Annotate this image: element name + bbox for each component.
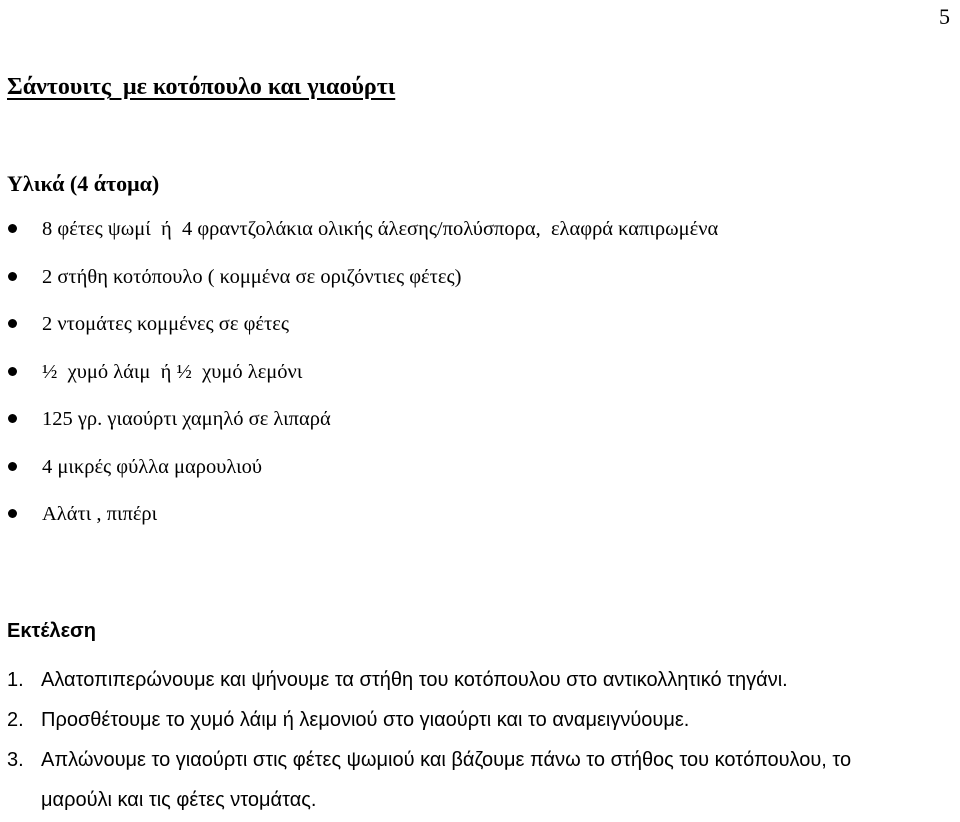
ingredient-item bbox=[0, 447, 718, 495]
ingredient-text: 4 μικρές φύλλα μαρουλιού bbox=[42, 455, 262, 478]
ingredient-text: 2 στήθη κοτόπουλο ( κομμένα σε οριζόντιες φέτες) bbox=[42, 265, 462, 288]
method-steps-list bbox=[7, 660, 921, 820]
ingredient-text: 125 γρ. γιαούρτι χαμηλό σε λιπαρά bbox=[42, 408, 331, 430]
ingredient-text: 8 φέτες ψωμί ή 4 φραντζολάκια ολικής άλεσης/πολύσπορα, ελαφρά καπιρωμένα bbox=[42, 218, 719, 240]
step-text: Προσθέτουμε το χυμό λάιμ ή λεμονιού στο γιαούρτι και το αναμειγνύουμε. bbox=[41, 709, 690, 731]
bullet-icon bbox=[8, 509, 17, 518]
step-number: 3. bbox=[7, 749, 24, 771]
method-heading: Εκτέλεση bbox=[7, 620, 96, 642]
bullet-icon bbox=[8, 462, 17, 471]
ingredient-item bbox=[0, 494, 718, 542]
ingredients-list bbox=[0, 209, 718, 542]
method-step bbox=[7, 700, 921, 740]
step-number: 2. bbox=[7, 709, 24, 731]
page-number: 5 bbox=[939, 4, 950, 29]
ingredient-text: Αλάτι , πιπέρι bbox=[42, 503, 158, 525]
ingredient-item bbox=[0, 257, 718, 305]
ingredients-heading: Υλικά (4 άτομα) bbox=[7, 171, 160, 196]
method-step bbox=[7, 740, 921, 820]
bullet-icon bbox=[8, 272, 17, 281]
step-number: 1. bbox=[7, 669, 24, 691]
bullet-icon bbox=[8, 319, 17, 328]
step-text: Αλατοπιπερώνουμε και ψήνουμε τα στήθη του κοτόπουλου στο αντικολλητικό τηγάνι. bbox=[41, 669, 788, 691]
bullet-icon bbox=[8, 367, 17, 376]
bullet-icon bbox=[8, 224, 17, 233]
method-step bbox=[7, 660, 921, 700]
ingredient-item bbox=[0, 352, 718, 400]
recipe-title: Σάντουιτς με κοτόπουλο και γιαούρτι bbox=[7, 74, 396, 100]
ingredient-text: 2 ντομάτες κομμένες σε φέτες bbox=[42, 313, 289, 335]
ingredient-item bbox=[0, 399, 718, 447]
ingredient-item bbox=[0, 304, 718, 352]
step-text: Απλώνουμε το γιαούρτι στις φέτες ψωμιού και βάζουμε πάνω το στήθος του κοτόπουλου, το μαρούλι και τις φέτες ντομάτας. bbox=[41, 749, 852, 811]
ingredient-text: ½ χυμό λάιμ ή ½ χυμό λεμόνι bbox=[42, 360, 303, 383]
bullet-icon bbox=[8, 414, 17, 423]
ingredient-item bbox=[0, 209, 718, 257]
